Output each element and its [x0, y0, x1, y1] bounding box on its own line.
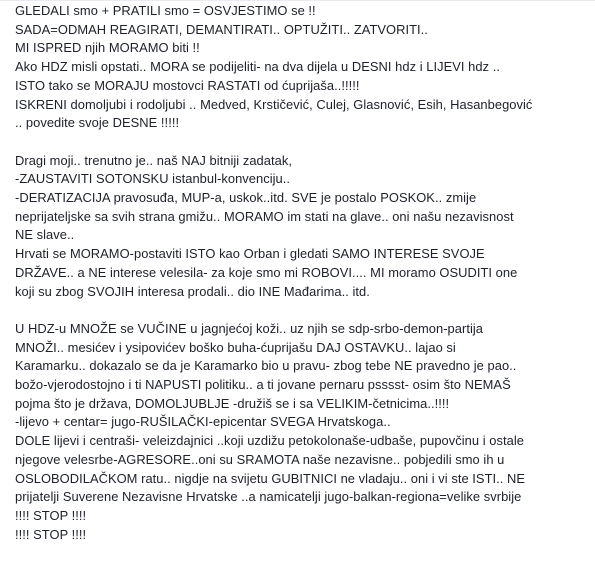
post-text — [15, 2, 587, 544]
text-line: prijatelji Suverene Nezavisne Hrvatske ..a namicatelji jugo-balkan-regiona=velike svrbije — [15, 489, 522, 505]
text-line: -lijevo + centar= jugo-RUŠILAČKI-epicentar SVEGA Hrvatskoga.. — [15, 414, 391, 430]
text-line: U HDZ-u MNOŽE se VUČINE u jagnjećoj koži.. uz njih se sdp-srbo-demon-partija — [15, 320, 484, 336]
text-line: ISKRENI domoljubi i rodoljubi .. Medved, Krstičević, Culej, Glasnović, Esih, Hasanbegović — [15, 96, 533, 112]
text-line: Ako HDZ misli opstati.. MORA se podijeliti- na dva dijela u DESNI hdz i LIJEVI hdz .. — [15, 59, 500, 75]
text-line: !!!! STOP !!!! — [15, 507, 87, 523]
text-line: GLEDALI smo + PRATILI smo = OSVJESTIMO se !! — [15, 3, 316, 18]
text-line: njegove velesrbe-AGRESORE..oni su SRAMOTA naše nezavisne.. pobjedili smo ih u — [15, 451, 505, 467]
text-line: -ZAUSTAVITI SOTONSKU istanbul-konvenciju.. — [15, 171, 291, 187]
text-line: božo-vjerodostojno i ti NAPUSTI politiku.. a ti jovane pernaru psssst- osim što NEMAŠ — [15, 377, 511, 393]
text-line: DRŽAVE.. a NE interese velesila- za koje smo mi ROBOVI.... MI moramo OSUDITI one — [15, 264, 518, 280]
text-line: !!!! STOP !!!! — [15, 526, 87, 542]
text-line: OSLOBODILAČKOM ratu.. nigdje na svijetu GUBITNICI ne vladaju.. oni i vi ste ISTI.. NE — [15, 470, 526, 486]
text-line: DOLE lijevi i centraši- veleizdajnici ..koji uzdižu petokolonaše-udbaše, pupovčinu i ostale — [15, 433, 524, 449]
text-line: Karamarku.. dokazalo se da je Karamarko bio u pravu- zbog tebe NE pravedno je pao.. — [15, 358, 517, 374]
text-line: Dragi moji.. trenutno je.. naš NAJ bitniji zadatak, — [15, 152, 292, 168]
paragraph-2 — [15, 152, 587, 302]
text-line: .. povedite svoje DESNE !!!!! — [15, 115, 180, 131]
post-top-border — [0, 0, 595, 1]
paragraph-gap — [15, 133, 587, 152]
text-line: MI ISPRED njih MORAMO biti !! — [15, 40, 200, 56]
paragraph-1 — [15, 2, 587, 133]
text-line: MNOŽI.. mesićev i ysipovićev boško buha-ćuprijašu DAJ OSTAVKU.. lajao si — [15, 339, 456, 355]
text-line: SADA=ODMAH REAGIRATI, DEMANTIRATI.. OPTUŽITI.. ZATVORITI.. — [15, 21, 428, 37]
text-line: NE slave.. — [15, 227, 75, 243]
text-line: ISTO tako se MORAJU mostovci RASTATI od ćuprijaša..!!!!! — [15, 77, 360, 93]
text-line: pojma što je država, DOMOLJUBLJE -družiš se i sa VELIKIM-četnicima..!!!! — [15, 395, 450, 411]
text-line: Hrvati se MORAMO-postaviti ISTO kao Orban i gledati SAMO INTERESE SVOJE — [15, 246, 485, 262]
paragraph-3 — [15, 320, 587, 544]
text-line: neprijateljske sa svih strana gmižu.. MORAMO im stati na glave.. oni našu nezavisnost — [15, 208, 514, 224]
text-line: -DERATIZACIJA pravosuđa, MUP-a, uskok..itd. SVE je postalo POSKOK.. zmije — [15, 190, 477, 206]
text-line: koji su zbog SVOJIH interesa prodali.. dio INE Mađarima.. itd. — [15, 283, 370, 299]
paragraph-gap — [15, 301, 587, 320]
